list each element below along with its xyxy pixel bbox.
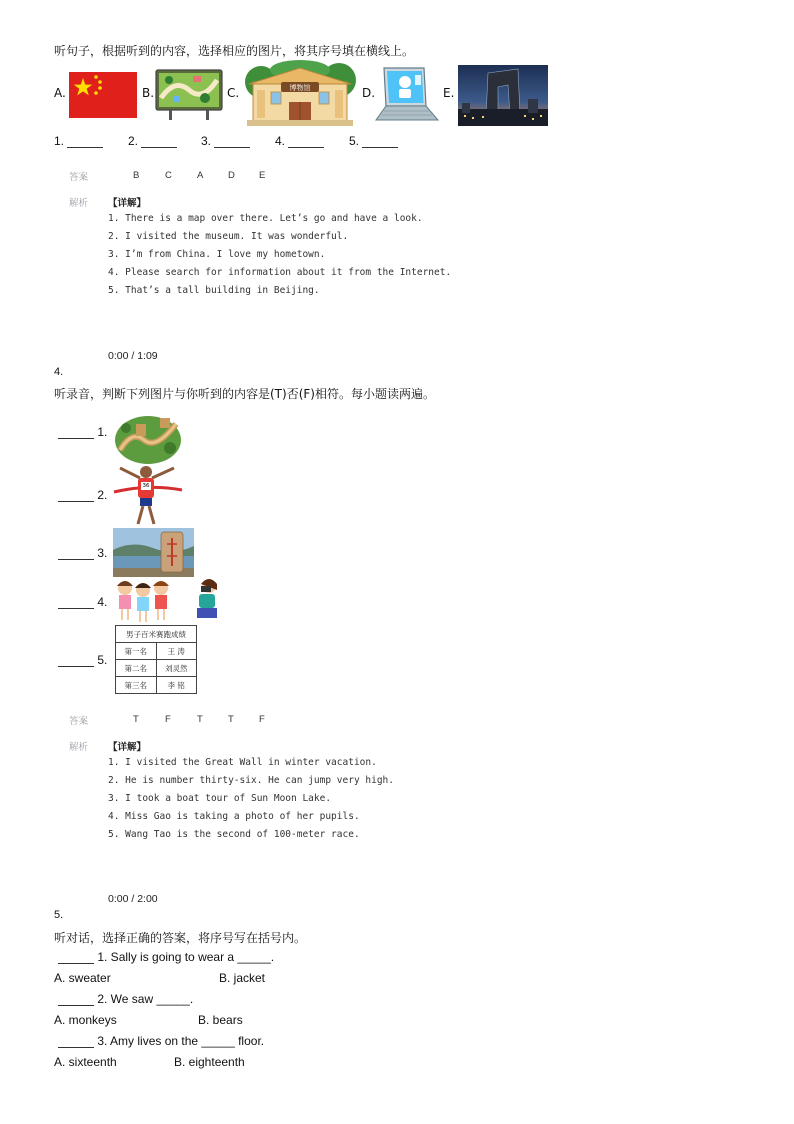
q5-q3-option-b: B. eighteenth <box>174 1055 245 1069</box>
q4-detail-5: 5. Wang Tao is the second of 100-meter race. <box>108 829 360 840</box>
race-table-title: 男子百米赛跑成绩 <box>116 626 197 643</box>
tall-building-photo <box>458 65 548 126</box>
race-name-1: 王 涛 <box>156 643 197 660</box>
q5-instruction: 听对话，选择正确的答案，将序号写在括号内。 <box>54 931 307 945</box>
q5-question-1[interactable] <box>58 950 274 964</box>
q5-q1-option-b: B. jacket <box>219 971 266 985</box>
runner-bib-number: 36 <box>142 483 150 489</box>
q4-item-1-number: 1. <box>97 425 108 439</box>
q4-item-3-number: 3. <box>97 546 108 560</box>
q3-detail-2: 2. I visited the museum. It was wonderful. <box>108 231 349 242</box>
q3-blank-4-line[interactable] <box>288 135 324 148</box>
race-name-3: 李 铭 <box>156 677 197 694</box>
great-wall-image <box>114 410 182 464</box>
museum-sign-text: 博物馆 <box>289 84 311 92</box>
q3-blank-2[interactable] <box>128 134 177 148</box>
laptop-internet-image <box>374 64 442 126</box>
race-results-table <box>115 625 197 694</box>
q4-item-5-number: 5. <box>97 653 108 667</box>
race-table-title-row <box>116 626 197 643</box>
q4-analysis-label: 解析 <box>69 742 89 753</box>
q4-answer-4: T <box>228 714 234 725</box>
q4-item-5[interactable] <box>58 653 107 667</box>
q5-audio-time[interactable]: 0:00 / 2:00 <box>108 893 158 905</box>
q3-answer-3: A <box>197 170 204 181</box>
q4-item-1-line[interactable] <box>58 426 94 439</box>
q3-answer-label: 答案 <box>69 172 89 183</box>
q4-item-3-line[interactable] <box>58 547 94 560</box>
museum-image <box>243 60 357 126</box>
q3-answer-1: B <box>133 170 140 181</box>
q4-item-4[interactable] <box>58 595 107 609</box>
q5-q2-option-b: B. bears <box>198 1013 243 1027</box>
q5-question-3[interactable] <box>58 1034 264 1048</box>
q3-blank-5[interactable] <box>349 134 398 148</box>
china-flag-image <box>69 72 137 118</box>
q3-blank-5-number: 5. <box>349 134 360 148</box>
q4-item-4-number: 4. <box>97 595 108 609</box>
q5-question-2-stem: 2. We saw _____. <box>97 992 194 1006</box>
q5-question-1-stem: 1. Sally is going to wear a _____. <box>97 950 275 964</box>
q3-instruction: 听句子，根据听到的内容，选择相应的图片，将其序号填在横线上。 <box>54 44 415 58</box>
q5-q1-option-a: A. sweater <box>54 971 111 985</box>
q5-question-2[interactable] <box>58 992 193 1006</box>
q4-answer-3: T <box>197 714 203 725</box>
option-d-label: D. <box>362 86 376 100</box>
q4-answer-5: F <box>259 714 265 725</box>
q4-answer-2: F <box>165 714 171 725</box>
q3-blank-1-line[interactable] <box>67 135 103 148</box>
race-rank-2: 第二名 <box>116 660 157 677</box>
q4-detail-title: 【详解】 <box>108 742 147 753</box>
q3-blank-1[interactable] <box>54 134 103 148</box>
q4-item-5-line[interactable] <box>58 654 94 667</box>
q3-blank-2-line[interactable] <box>141 135 177 148</box>
race-rank-3: 第三名 <box>116 677 157 694</box>
option-a-label: A. <box>54 86 66 100</box>
q4-item-3[interactable] <box>58 546 107 560</box>
map-board-image <box>155 68 223 120</box>
q4-item-2-number: 2. <box>97 488 108 502</box>
q3-detail-1: 1. There is a map over there. Let’s go and have a look. <box>108 213 423 224</box>
race-rank-1: 第一名 <box>116 643 157 660</box>
q5-number: 5. <box>54 909 64 921</box>
q3-blank-4-number: 4. <box>275 134 286 148</box>
race-name-2: 刘灵然 <box>156 660 197 677</box>
q4-detail-3: 3. I took a boat tour of Sun Moon Lake. <box>108 793 332 804</box>
q4-detail-2: 2. He is number thirty-six. He can jump very high. <box>108 775 394 786</box>
q3-blank-5-line[interactable] <box>362 135 398 148</box>
runner-image <box>112 462 184 528</box>
q3-blank-1-number: 1. <box>54 134 65 148</box>
q5-question-2-line[interactable] <box>58 993 94 1006</box>
race-table-row <box>116 643 197 660</box>
race-table-row <box>116 660 197 677</box>
q4-item-4-line[interactable] <box>58 596 94 609</box>
teacher-photo-pupils-image <box>113 576 223 624</box>
q4-item-1[interactable] <box>58 425 107 439</box>
q3-detail-title: 【详解】 <box>108 198 147 209</box>
q4-number: 4. <box>54 366 64 378</box>
q4-item-2[interactable] <box>58 488 107 502</box>
option-e-label: E. <box>443 86 455 100</box>
q4-item-2-line[interactable] <box>58 489 94 502</box>
q3-detail-5: 5. That’s a tall building in Beijing. <box>108 285 320 296</box>
q4-answer-label: 答案 <box>69 716 89 727</box>
q4-instruction: 听录音，判断下列图片与你听到的内容是(T)否(F)相符。每小题读两遍。 <box>54 387 435 401</box>
q5-q2-option-a: A. monkeys <box>54 1013 117 1027</box>
sun-moon-lake-photo <box>113 528 194 577</box>
q3-blank-3-line[interactable] <box>214 135 250 148</box>
q3-detail-4: 4. Please search for information about it from the Internet. <box>108 267 452 278</box>
option-c-label: C. <box>227 86 240 100</box>
q3-blank-2-number: 2. <box>128 134 139 148</box>
q5-question-1-line[interactable] <box>58 951 94 964</box>
q4-answer-1: T <box>133 714 139 725</box>
q3-answer-2: C <box>165 170 172 181</box>
q5-question-3-stem: 3. Amy lives on the _____ floor. <box>97 1034 265 1048</box>
q3-blank-4[interactable] <box>275 134 324 148</box>
race-table-row <box>116 677 197 694</box>
option-b-label: B. <box>142 86 155 100</box>
q3-detail-3: 3. I’m from China. I love my hometown. <box>108 249 326 260</box>
q4-audio-time[interactable]: 0:00 / 1:09 <box>108 350 158 362</box>
q4-detail-4: 4. Miss Gao is taking a photo of her pupils. <box>108 811 360 822</box>
q3-analysis-label: 解析 <box>69 198 89 209</box>
q5-question-3-line[interactable] <box>58 1035 94 1048</box>
q3-blank-3-number: 3. <box>201 134 212 148</box>
q3-answer-4: D <box>228 170 235 181</box>
q3-blank-3[interactable] <box>201 134 250 148</box>
q4-detail-1: 1. I visited the Great Wall in winter vacation. <box>108 757 377 768</box>
q3-answer-5: E <box>259 170 266 181</box>
q5-q3-option-a: A. sixteenth <box>54 1055 117 1069</box>
